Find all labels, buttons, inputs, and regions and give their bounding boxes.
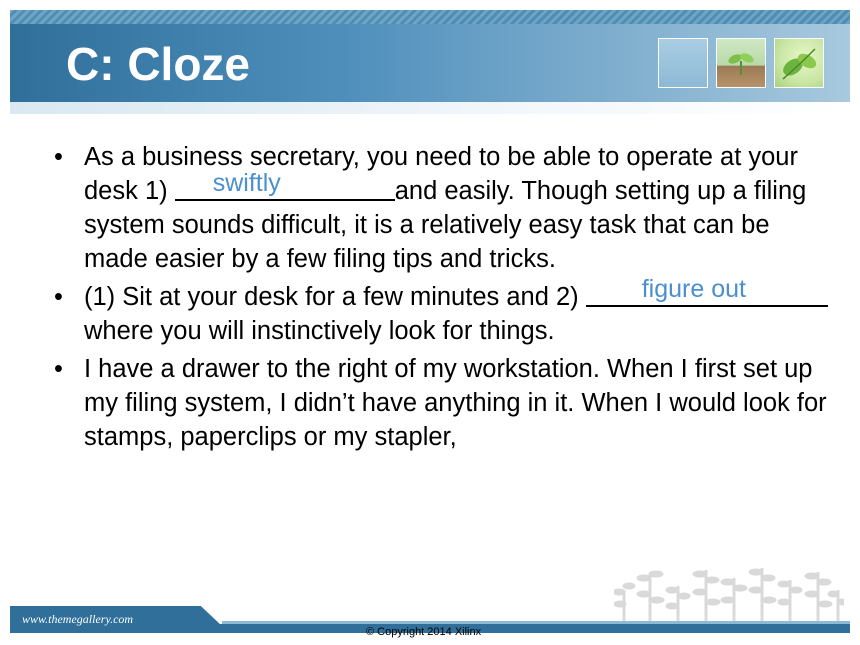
header-stripe	[10, 10, 850, 24]
answer-text: figure out	[641, 275, 746, 303]
paragraph-text: (1) Sit at your desk for a few minutes and 2)	[84, 283, 586, 311]
sprout-photo	[716, 38, 766, 88]
answer-text: swiftly	[212, 169, 281, 197]
answer-blank	[175, 169, 395, 201]
paragraph-text: and easily. Though setting up a filing system sounds difficult, it is a relatively easy task that can be made easier by a few filing tips and tricks.	[84, 177, 807, 273]
paragraph-text: I have a drawer to the right of my workstation. When I first set up my filing system, I didn’t have anything in it. When I would look for stamps, paperclips or my stapler,	[84, 355, 827, 451]
leaf-icon	[775, 39, 823, 87]
slide-body	[50, 140, 830, 458]
bullet: •	[54, 143, 63, 171]
paragraph-1	[50, 140, 830, 276]
blank-tile-image	[658, 38, 708, 88]
bullet: •	[54, 355, 63, 383]
header-underline	[10, 102, 850, 114]
slide-title: C: Cloze	[66, 38, 250, 90]
bullet: •	[54, 283, 63, 311]
sprout-icon	[717, 39, 765, 87]
leaf-photo	[774, 38, 824, 88]
paragraph-3	[50, 352, 830, 454]
footer-website: www.themegallery.com	[22, 612, 134, 626]
answer-blank	[586, 275, 828, 307]
paragraph-2	[50, 275, 830, 348]
paragraph-text: As a business secretary, you need to be able to operate at your desk 1)	[84, 143, 798, 205]
copyright-text: © Copyright 2014 Xilinx	[366, 626, 482, 638]
plant-silhouettes-image	[614, 560, 844, 622]
paragraph-text: where you will instinctively look for things.	[84, 317, 555, 345]
